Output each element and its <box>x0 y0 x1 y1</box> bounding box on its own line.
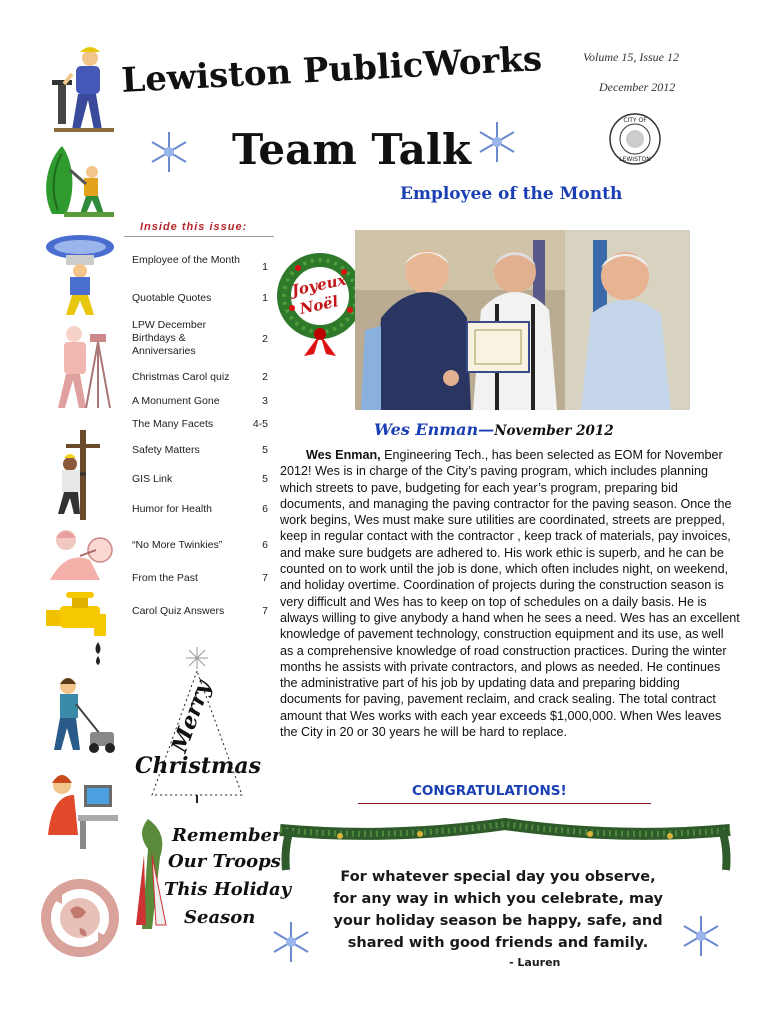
masthead-title <box>120 30 544 110</box>
eom-heading: Employee of the Month <box>400 184 623 204</box>
snowflake-icon <box>682 912 720 960</box>
toc-item-title: Quotable Quotes <box>132 292 212 304</box>
inside-divider <box>124 236 274 237</box>
jackhammer-worker-clipart <box>40 44 120 139</box>
article-lead-name: Wes Enman, <box>306 448 381 462</box>
issue-date: December 2012 <box>599 80 676 94</box>
faucet-clipart <box>40 592 120 670</box>
joyeux-noel-wreath <box>278 238 363 366</box>
toc-item-title: From the Past <box>132 572 198 584</box>
toc-item-page: 3 <box>262 395 268 407</box>
greeting-signature: - Lauren <box>509 956 561 969</box>
toc-item-page: 1 <box>262 292 268 304</box>
toc-item-title: “No More Twinkies” <box>132 539 223 551</box>
toc-item-title: Safety Matters <box>132 444 200 456</box>
troops-line4: Season <box>184 907 256 928</box>
toc-item-page: 7 <box>262 605 268 617</box>
toc-item-page: 6 <box>262 539 268 551</box>
mower-woman-clipart <box>40 672 120 760</box>
inside-title: Inside this issue: <box>140 221 248 233</box>
holiday-garland <box>270 800 740 875</box>
toc-item-page: 6 <box>262 503 268 515</box>
greeting-line2: for any way in which you celebrate, may <box>333 891 663 907</box>
toc-item-page: 5 <box>262 473 268 485</box>
masthead-title-text: Lewiston PublicWorks <box>120 39 544 101</box>
article-headline <box>374 420 614 439</box>
remember-troops-graphic <box>130 815 292 945</box>
toc-item-page: 7 <box>262 572 268 584</box>
wreath-text-line1: Joyeux <box>290 270 348 300</box>
lineman-pole-clipart <box>40 430 120 520</box>
masthead-subtitle <box>228 108 471 188</box>
employee-award-photo <box>355 230 690 410</box>
snowflake-icon <box>478 118 516 166</box>
congratulations-heading: CONGRATULATIONS! <box>412 783 567 799</box>
toc-item-title: LPW December Birthdays & Anniversaries <box>132 319 207 357</box>
toc-item-page: 1 <box>262 261 268 273</box>
article-headline-name: Wes Enman— <box>374 420 495 439</box>
tree-trimmer-clipart <box>40 140 120 220</box>
greeting-line4: shared with good friends and family. <box>347 935 649 951</box>
article-body <box>280 447 740 740</box>
troops-line2: Our Troops <box>168 851 281 872</box>
toc-item-title: Carol Quiz Answers <box>132 605 225 617</box>
toc-item-title: Christmas Carol quiz <box>132 371 230 383</box>
seal-text-top: CITY OF <box>623 117 647 124</box>
seal-text-bottom: LEWISTON <box>619 156 651 163</box>
tree-text-line1: Merry <box>166 677 217 756</box>
surveyor-clipart <box>40 320 120 415</box>
toc-item-page: 4-5 <box>252 418 268 430</box>
toc-item-page: 5 <box>262 444 268 456</box>
flood-worker-clipart <box>40 225 120 320</box>
toc-item-title: Humor for Health <box>132 503 212 515</box>
wreath-text-line2: Noël <box>298 292 340 318</box>
volume-issue: Volume 15, Issue 12 <box>583 50 679 64</box>
computer-worker-clipart <box>40 765 120 853</box>
toc-item-title: The Many Facets <box>132 418 214 430</box>
toc-item-title: GIS Link <box>132 473 173 485</box>
greeting-line3: your holiday season be happy, safe, and <box>333 913 663 929</box>
snowflake-icon <box>272 918 310 966</box>
welder-clipart <box>40 520 120 590</box>
toc-item-title: A Monument Gone <box>132 395 220 407</box>
snowflake-icon <box>150 128 188 176</box>
article-text: Engineering Tech., has been selected as EOM for November 2012! Wes is in charge of the City’s paving program, which includes planning which streets to pave, budgeting for each year’s program, preparing bid documents, and managing the paving contractor for the paving season. Once the work begins, Wes must make sure utilities are coordinated, streets are prepped, keep in regular contact with the contractor , keep track of materials, pay invoices, and make sure budgets are adhered to. His work ethic is superb, and he can be counted on to work until the job is done, which often includes night, on weekend, and holiday overtime. Coordination of projects during the construction season is very difficult and Wes has to keep on top of schedules on a daily basis. He is always willing to give anybody a hand when he sees a need. Wes has an excellent knowledge of pavement technology, construction equipment and its use, as well as a comprehensive knowledge of road construction practices. During the winter months he assists with private contractors, and plows as needed. He continues the administrative part of his job by updating data and preparing bidding documents for paving, pavement reclaim, and crack sealing. The total contract amount that Wes works with each year exceeds $1,000,000. When Wes leaves the City in 20 or 30 years he will be hard to replace. <box>280 448 740 740</box>
troops-line1: Remember <box>172 825 282 846</box>
city-seal-logo <box>608 112 662 166</box>
recycle-globe-clipart <box>40 868 120 963</box>
holiday-greeting <box>298 866 698 954</box>
toc-item-page: 2 <box>262 333 268 345</box>
toc-item-page: 2 <box>262 371 268 383</box>
merry-christmas-tree <box>135 645 261 805</box>
masthead-subtitle-text: Team Talk <box>232 125 471 174</box>
troops-line3: This Holiday <box>164 879 292 900</box>
greeting-line1: For whatever special day you observe, <box>340 869 656 885</box>
tree-text-line2: Christmas <box>135 753 261 779</box>
article-headline-subtitle: November 2012 <box>494 423 614 439</box>
toc-item-title: Employee of the Month <box>132 254 240 266</box>
